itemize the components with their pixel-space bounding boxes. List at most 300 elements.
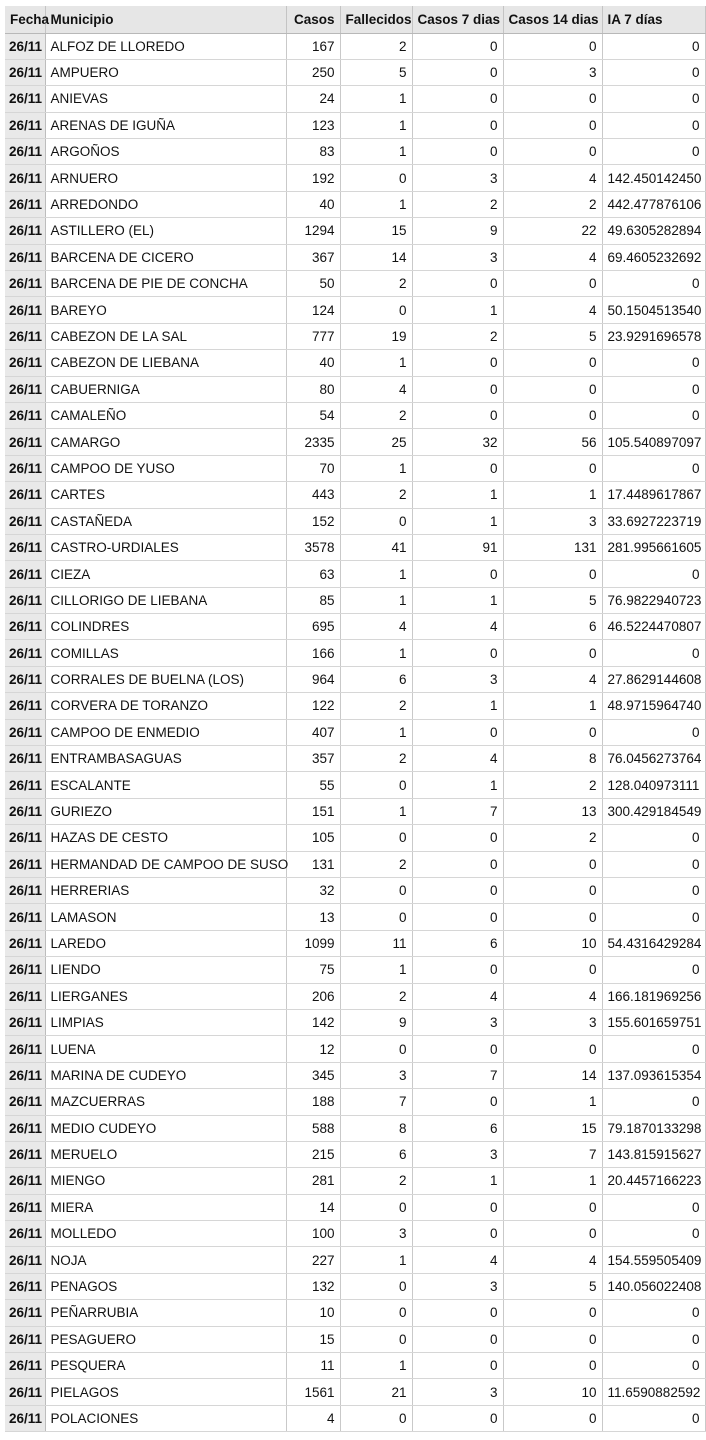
cell-fallecidos[interactable]: 1 [340, 561, 412, 587]
cell-fallecidos[interactable]: 2 [340, 693, 412, 719]
cell-casos-7-dias[interactable]: 7 [412, 1062, 503, 1088]
header-casos-7-dias[interactable]: Casos 7 dias [412, 6, 503, 33]
cell-ia-7-dias[interactable]: 0 [602, 139, 705, 165]
cell-fallecidos[interactable]: 1 [340, 1247, 412, 1273]
cell-fallecidos[interactable]: 2 [340, 746, 412, 772]
cell-casos[interactable]: 105 [286, 825, 340, 851]
cell-fallecidos[interactable]: 19 [340, 323, 412, 349]
cell-casos[interactable]: 695 [286, 614, 340, 640]
cell-fecha[interactable]: 26/11 [5, 640, 45, 666]
cell-fallecidos[interactable]: 3 [340, 1062, 412, 1088]
cell-casos[interactable]: 964 [286, 666, 340, 692]
cell-casos-7-dias[interactable]: 0 [412, 957, 503, 983]
cell-fecha[interactable]: 26/11 [5, 1009, 45, 1035]
cell-fallecidos[interactable]: 6 [340, 666, 412, 692]
cell-ia-7-dias[interactable]: 166.181969256 [602, 983, 705, 1009]
cell-municipio[interactable]: COMILLAS [45, 640, 286, 666]
cell-municipio[interactable]: LAREDO [45, 930, 286, 956]
cell-ia-7-dias[interactable]: 281.995661605 [602, 534, 705, 560]
cell-fecha[interactable]: 26/11 [5, 1405, 45, 1431]
cell-fecha[interactable]: 26/11 [5, 350, 45, 376]
cell-casos-7-dias[interactable]: 0 [412, 271, 503, 297]
cell-casos-14-dias[interactable]: 4 [503, 244, 602, 270]
cell-ia-7-dias[interactable]: 0 [602, 455, 705, 481]
cell-ia-7-dias[interactable]: 143.815915627 [602, 1141, 705, 1167]
cell-fallecidos[interactable]: 1 [340, 719, 412, 745]
cell-casos-14-dias[interactable]: 2 [503, 772, 602, 798]
cell-casos-14-dias[interactable]: 0 [503, 1353, 602, 1379]
cell-casos-7-dias[interactable]: 0 [412, 878, 503, 904]
cell-municipio[interactable]: CASTRO-URDIALES [45, 534, 286, 560]
cell-municipio[interactable]: HAZAS DE CESTO [45, 825, 286, 851]
cell-fallecidos[interactable]: 0 [340, 904, 412, 930]
cell-ia-7-dias[interactable]: 0 [602, 86, 705, 112]
cell-fecha[interactable]: 26/11 [5, 851, 45, 877]
cell-municipio[interactable]: ALFOZ DE LLOREDO [45, 33, 286, 59]
cell-fallecidos[interactable]: 6 [340, 1141, 412, 1167]
cell-fecha[interactable]: 26/11 [5, 1115, 45, 1141]
cell-ia-7-dias[interactable]: 154.559505409 [602, 1247, 705, 1273]
cell-casos[interactable]: 2335 [286, 429, 340, 455]
cell-fecha[interactable]: 26/11 [5, 429, 45, 455]
cell-municipio[interactable]: LIMPIAS [45, 1009, 286, 1035]
header-casos[interactable]: Casos [286, 6, 340, 33]
cell-casos[interactable]: 3578 [286, 534, 340, 560]
cell-casos[interactable]: 215 [286, 1141, 340, 1167]
cell-fecha[interactable]: 26/11 [5, 112, 45, 138]
cell-casos[interactable]: 83 [286, 139, 340, 165]
cell-fallecidos[interactable]: 1 [340, 640, 412, 666]
cell-ia-7-dias[interactable]: 0 [602, 271, 705, 297]
cell-casos[interactable]: 152 [286, 508, 340, 534]
cell-ia-7-dias[interactable]: 48.9715964740 [602, 693, 705, 719]
cell-ia-7-dias[interactable]: 23.9291696578 [602, 323, 705, 349]
cell-ia-7-dias[interactable]: 137.093615354 [602, 1062, 705, 1088]
cell-casos-7-dias[interactable]: 0 [412, 1353, 503, 1379]
cell-ia-7-dias[interactable]: 79.1870133298 [602, 1115, 705, 1141]
cell-municipio[interactable]: BAREYO [45, 297, 286, 323]
cell-casos-7-dias[interactable]: 3 [412, 244, 503, 270]
cell-ia-7-dias[interactable]: 69.4605232692 [602, 244, 705, 270]
cell-casos[interactable]: 166 [286, 640, 340, 666]
cell-municipio[interactable]: ARGOÑOS [45, 139, 286, 165]
cell-casos[interactable]: 250 [286, 59, 340, 85]
cell-fecha[interactable]: 26/11 [5, 1326, 45, 1352]
cell-municipio[interactable]: CAMALEÑO [45, 402, 286, 428]
cell-casos[interactable]: 14 [286, 1194, 340, 1220]
cell-casos-7-dias[interactable]: 0 [412, 561, 503, 587]
cell-ia-7-dias[interactable]: 128.040973111 [602, 772, 705, 798]
cell-casos-7-dias[interactable]: 1 [412, 772, 503, 798]
cell-casos-14-dias[interactable]: 15 [503, 1115, 602, 1141]
cell-casos[interactable]: 188 [286, 1089, 340, 1115]
cell-casos-14-dias[interactable]: 0 [503, 33, 602, 59]
cell-fallecidos[interactable]: 0 [340, 1194, 412, 1220]
cell-casos-14-dias[interactable]: 4 [503, 1247, 602, 1273]
cell-casos-14-dias[interactable]: 6 [503, 614, 602, 640]
cell-fecha[interactable]: 26/11 [5, 534, 45, 560]
cell-municipio[interactable]: ENTRAMBASAGUAS [45, 746, 286, 772]
cell-municipio[interactable]: HERRERIAS [45, 878, 286, 904]
cell-fallecidos[interactable]: 0 [340, 508, 412, 534]
cell-fecha[interactable]: 26/11 [5, 165, 45, 191]
cell-casos-14-dias[interactable]: 7 [503, 1141, 602, 1167]
cell-ia-7-dias[interactable]: 0 [602, 376, 705, 402]
cell-municipio[interactable]: CORRALES DE BUELNA (LOS) [45, 666, 286, 692]
cell-casos-14-dias[interactable]: 3 [503, 508, 602, 534]
cell-casos[interactable]: 777 [286, 323, 340, 349]
cell-casos-14-dias[interactable]: 22 [503, 218, 602, 244]
cell-casos-7-dias[interactable]: 0 [412, 455, 503, 481]
cell-casos-7-dias[interactable]: 0 [412, 1300, 503, 1326]
cell-municipio[interactable]: MARINA DE CUDEYO [45, 1062, 286, 1088]
cell-casos-7-dias[interactable]: 6 [412, 930, 503, 956]
cell-fecha[interactable]: 26/11 [5, 1194, 45, 1220]
cell-casos-7-dias[interactable]: 6 [412, 1115, 503, 1141]
cell-casos[interactable]: 15 [286, 1326, 340, 1352]
cell-casos-14-dias[interactable]: 0 [503, 1405, 602, 1431]
cell-ia-7-dias[interactable]: 17.4489617867 [602, 482, 705, 508]
cell-fallecidos[interactable]: 2 [340, 402, 412, 428]
cell-ia-7-dias[interactable]: 0 [602, 112, 705, 138]
cell-casos[interactable]: 10 [286, 1300, 340, 1326]
cell-fecha[interactable]: 26/11 [5, 86, 45, 112]
cell-casos-14-dias[interactable]: 0 [503, 376, 602, 402]
cell-casos-7-dias[interactable]: 1 [412, 693, 503, 719]
cell-fallecidos[interactable]: 15 [340, 218, 412, 244]
cell-ia-7-dias[interactable]: 0 [602, 1089, 705, 1115]
cell-fallecidos[interactable]: 4 [340, 376, 412, 402]
cell-municipio[interactable]: GURIEZO [45, 798, 286, 824]
cell-casos-14-dias[interactable]: 13 [503, 798, 602, 824]
cell-casos-14-dias[interactable]: 2 [503, 825, 602, 851]
cell-ia-7-dias[interactable]: 0 [602, 1326, 705, 1352]
cell-casos-14-dias[interactable]: 0 [503, 402, 602, 428]
cell-fecha[interactable]: 26/11 [5, 693, 45, 719]
cell-fecha[interactable]: 26/11 [5, 561, 45, 587]
cell-fallecidos[interactable]: 0 [340, 1273, 412, 1299]
cell-ia-7-dias[interactable]: 76.0456273764 [602, 746, 705, 772]
cell-ia-7-dias[interactable]: 155.601659751 [602, 1009, 705, 1035]
cell-casos[interactable]: 357 [286, 746, 340, 772]
cell-municipio[interactable]: HERMANDAD DE CAMPOO DE SUSO [45, 851, 286, 877]
header-fallecidos[interactable]: Fallecidos [340, 6, 412, 33]
cell-casos-7-dias[interactable]: 0 [412, 719, 503, 745]
cell-municipio[interactable]: BARCENA DE PIE DE CONCHA [45, 271, 286, 297]
cell-casos-14-dias[interactable]: 5 [503, 323, 602, 349]
cell-casos[interactable]: 54 [286, 402, 340, 428]
cell-casos-14-dias[interactable]: 0 [503, 350, 602, 376]
cell-municipio[interactable]: PENAGOS [45, 1273, 286, 1299]
cell-fallecidos[interactable]: 1 [340, 587, 412, 613]
cell-municipio[interactable]: POLACIONES [45, 1405, 286, 1431]
cell-municipio[interactable]: MIENGO [45, 1168, 286, 1194]
cell-fallecidos[interactable]: 1 [340, 139, 412, 165]
cell-municipio[interactable]: ARNUERO [45, 165, 286, 191]
cell-fallecidos[interactable]: 2 [340, 851, 412, 877]
cell-casos-14-dias[interactable]: 4 [503, 165, 602, 191]
cell-casos-7-dias[interactable]: 1 [412, 508, 503, 534]
cell-fallecidos[interactable]: 7 [340, 1089, 412, 1115]
cell-ia-7-dias[interactable]: 50.1504513540 [602, 297, 705, 323]
cell-fecha[interactable]: 26/11 [5, 1168, 45, 1194]
cell-casos-14-dias[interactable]: 0 [503, 271, 602, 297]
cell-fallecidos[interactable]: 0 [340, 1326, 412, 1352]
cell-casos-14-dias[interactable]: 0 [503, 455, 602, 481]
cell-ia-7-dias[interactable]: 0 [602, 1221, 705, 1247]
cell-municipio[interactable]: AMPUERO [45, 59, 286, 85]
cell-fallecidos[interactable]: 1 [340, 86, 412, 112]
cell-fallecidos[interactable]: 14 [340, 244, 412, 270]
cell-fallecidos[interactable]: 2 [340, 482, 412, 508]
cell-casos-7-dias[interactable]: 0 [412, 112, 503, 138]
cell-ia-7-dias[interactable]: 0 [602, 1405, 705, 1431]
cell-casos[interactable]: 1561 [286, 1379, 340, 1405]
cell-ia-7-dias[interactable]: 76.9822940723 [602, 587, 705, 613]
cell-casos-14-dias[interactable]: 0 [503, 640, 602, 666]
cell-fallecidos[interactable]: 2 [340, 33, 412, 59]
cell-municipio[interactable]: MAZCUERRAS [45, 1089, 286, 1115]
cell-fallecidos[interactable]: 0 [340, 825, 412, 851]
cell-fecha[interactable]: 26/11 [5, 218, 45, 244]
cell-ia-7-dias[interactable]: 140.056022408 [602, 1273, 705, 1299]
cell-casos[interactable]: 142 [286, 1009, 340, 1035]
cell-municipio[interactable]: LIENDO [45, 957, 286, 983]
cell-casos-7-dias[interactable]: 0 [412, 825, 503, 851]
cell-casos[interactable]: 167 [286, 33, 340, 59]
cell-ia-7-dias[interactable]: 0 [602, 957, 705, 983]
cell-casos[interactable]: 206 [286, 983, 340, 1009]
cell-casos-14-dias[interactable]: 1 [503, 1089, 602, 1115]
cell-municipio[interactable]: ASTILLERO (EL) [45, 218, 286, 244]
cell-fecha[interactable]: 26/11 [5, 508, 45, 534]
cell-casos-7-dias[interactable]: 4 [412, 746, 503, 772]
cell-casos-14-dias[interactable]: 0 [503, 1194, 602, 1220]
cell-fecha[interactable]: 26/11 [5, 772, 45, 798]
cell-casos[interactable]: 40 [286, 191, 340, 217]
cell-ia-7-dias[interactable]: 0 [602, 640, 705, 666]
cell-fecha[interactable]: 26/11 [5, 33, 45, 59]
cell-casos[interactable]: 588 [286, 1115, 340, 1141]
cell-fecha[interactable]: 26/11 [5, 825, 45, 851]
cell-fallecidos[interactable]: 3 [340, 1221, 412, 1247]
cell-fecha[interactable]: 26/11 [5, 244, 45, 270]
cell-casos-14-dias[interactable]: 3 [503, 1009, 602, 1035]
cell-ia-7-dias[interactable]: 0 [602, 1353, 705, 1379]
cell-casos[interactable]: 70 [286, 455, 340, 481]
cell-casos-7-dias[interactable]: 4 [412, 614, 503, 640]
cell-ia-7-dias[interactable]: 0 [602, 851, 705, 877]
cell-casos[interactable]: 367 [286, 244, 340, 270]
cell-casos[interactable]: 132 [286, 1273, 340, 1299]
cell-casos-14-dias[interactable]: 0 [503, 1221, 602, 1247]
cell-ia-7-dias[interactable]: 0 [602, 59, 705, 85]
cell-casos-14-dias[interactable]: 0 [503, 1036, 602, 1062]
cell-casos-14-dias[interactable]: 2 [503, 191, 602, 217]
cell-casos-7-dias[interactable]: 0 [412, 1089, 503, 1115]
cell-casos-14-dias[interactable]: 56 [503, 429, 602, 455]
cell-fecha[interactable]: 26/11 [5, 614, 45, 640]
cell-fecha[interactable]: 26/11 [5, 1300, 45, 1326]
cell-ia-7-dias[interactable]: 0 [602, 402, 705, 428]
cell-municipio[interactable]: MEDIO CUDEYO [45, 1115, 286, 1141]
cell-casos[interactable]: 100 [286, 1221, 340, 1247]
cell-municipio[interactable]: CARTES [45, 482, 286, 508]
cell-casos-14-dias[interactable]: 0 [503, 86, 602, 112]
cell-casos-14-dias[interactable]: 0 [503, 904, 602, 930]
cell-fecha[interactable]: 26/11 [5, 455, 45, 481]
cell-fecha[interactable]: 26/11 [5, 930, 45, 956]
cell-municipio[interactable]: CORVERA DE TORANZO [45, 693, 286, 719]
cell-casos-14-dias[interactable]: 8 [503, 746, 602, 772]
cell-ia-7-dias[interactable]: 27.8629144608 [602, 666, 705, 692]
cell-fecha[interactable]: 26/11 [5, 666, 45, 692]
cell-municipio[interactable]: CABEZON DE LA SAL [45, 323, 286, 349]
cell-fallecidos[interactable]: 4 [340, 614, 412, 640]
cell-casos[interactable]: 1294 [286, 218, 340, 244]
cell-casos-14-dias[interactable]: 14 [503, 1062, 602, 1088]
cell-casos-14-dias[interactable]: 0 [503, 851, 602, 877]
cell-casos-14-dias[interactable]: 10 [503, 930, 602, 956]
cell-municipio[interactable]: COLINDRES [45, 614, 286, 640]
cell-fallecidos[interactable]: 11 [340, 930, 412, 956]
cell-casos-14-dias[interactable]: 0 [503, 112, 602, 138]
cell-fecha[interactable]: 26/11 [5, 323, 45, 349]
cell-casos[interactable]: 4 [286, 1405, 340, 1431]
header-casos-14-dias[interactable]: Casos 14 dias [503, 6, 602, 33]
cell-fallecidos[interactable]: 1 [340, 455, 412, 481]
cell-casos-14-dias[interactable]: 0 [503, 719, 602, 745]
cell-municipio[interactable]: CAMPOO DE YUSO [45, 455, 286, 481]
cell-fecha[interactable]: 26/11 [5, 297, 45, 323]
cell-municipio[interactable]: CIEZA [45, 561, 286, 587]
cell-municipio[interactable]: LIERGANES [45, 983, 286, 1009]
cell-casos-14-dias[interactable]: 0 [503, 878, 602, 904]
cell-casos-14-dias[interactable]: 131 [503, 534, 602, 560]
cell-fecha[interactable]: 26/11 [5, 1141, 45, 1167]
cell-ia-7-dias[interactable]: 0 [602, 1036, 705, 1062]
cell-fallecidos[interactable]: 2 [340, 983, 412, 1009]
cell-casos-7-dias[interactable]: 0 [412, 640, 503, 666]
cell-casos-7-dias[interactable]: 0 [412, 33, 503, 59]
cell-casos-7-dias[interactable]: 0 [412, 1326, 503, 1352]
cell-casos-7-dias[interactable]: 3 [412, 165, 503, 191]
cell-fecha[interactable]: 26/11 [5, 1273, 45, 1299]
cell-casos-7-dias[interactable]: 0 [412, 402, 503, 428]
cell-casos[interactable]: 1099 [286, 930, 340, 956]
cell-casos[interactable]: 281 [286, 1168, 340, 1194]
cell-casos[interactable]: 40 [286, 350, 340, 376]
cell-casos-7-dias[interactable]: 4 [412, 983, 503, 1009]
cell-ia-7-dias[interactable]: 11.6590882592 [602, 1379, 705, 1405]
cell-casos[interactable]: 443 [286, 482, 340, 508]
cell-casos-7-dias[interactable]: 0 [412, 59, 503, 85]
cell-fallecidos[interactable]: 8 [340, 1115, 412, 1141]
cell-municipio[interactable]: PIELAGOS [45, 1379, 286, 1405]
cell-casos[interactable]: 24 [286, 86, 340, 112]
cell-fecha[interactable]: 26/11 [5, 376, 45, 402]
cell-casos-14-dias[interactable]: 1 [503, 482, 602, 508]
cell-ia-7-dias[interactable]: 46.5224470807 [602, 614, 705, 640]
cell-casos-7-dias[interactable]: 0 [412, 376, 503, 402]
cell-casos[interactable]: 75 [286, 957, 340, 983]
cell-casos[interactable]: 80 [286, 376, 340, 402]
cell-casos-7-dias[interactable]: 3 [412, 1379, 503, 1405]
cell-ia-7-dias[interactable]: 0 [602, 350, 705, 376]
cell-casos-7-dias[interactable]: 4 [412, 1247, 503, 1273]
cell-casos-7-dias[interactable]: 3 [412, 666, 503, 692]
cell-casos[interactable]: 11 [286, 1353, 340, 1379]
cell-casos-7-dias[interactable]: 0 [412, 904, 503, 930]
cell-casos[interactable]: 124 [286, 297, 340, 323]
cell-casos-7-dias[interactable]: 7 [412, 798, 503, 824]
cell-casos[interactable]: 345 [286, 1062, 340, 1088]
cell-casos-7-dias[interactable]: 91 [412, 534, 503, 560]
cell-casos[interactable]: 13 [286, 904, 340, 930]
cell-fecha[interactable]: 26/11 [5, 271, 45, 297]
cell-fecha[interactable]: 26/11 [5, 904, 45, 930]
cell-municipio[interactable]: MERUELO [45, 1141, 286, 1167]
cell-fecha[interactable]: 26/11 [5, 1379, 45, 1405]
cell-casos[interactable]: 12 [286, 1036, 340, 1062]
cell-fecha[interactable]: 26/11 [5, 59, 45, 85]
cell-municipio[interactable]: CASTAÑEDA [45, 508, 286, 534]
cell-ia-7-dias[interactable]: 0 [602, 1300, 705, 1326]
cell-municipio[interactable]: BARCENA DE CICERO [45, 244, 286, 270]
cell-fallecidos[interactable]: 9 [340, 1009, 412, 1035]
cell-casos-14-dias[interactable]: 4 [503, 666, 602, 692]
cell-ia-7-dias[interactable]: 0 [602, 825, 705, 851]
cell-casos-7-dias[interactable]: 0 [412, 1405, 503, 1431]
cell-fecha[interactable]: 26/11 [5, 191, 45, 217]
cell-casos-7-dias[interactable]: 1 [412, 297, 503, 323]
cell-fallecidos[interactable]: 2 [340, 271, 412, 297]
cell-ia-7-dias[interactable]: 0 [602, 719, 705, 745]
cell-fecha[interactable]: 26/11 [5, 1247, 45, 1273]
header-ia-7-dias[interactable]: IA 7 días [602, 6, 705, 33]
cell-casos-14-dias[interactable]: 3 [503, 59, 602, 85]
cell-fecha[interactable]: 26/11 [5, 798, 45, 824]
cell-casos-7-dias[interactable]: 0 [412, 86, 503, 112]
cell-fallecidos[interactable]: 0 [340, 1405, 412, 1431]
cell-casos[interactable]: 50 [286, 271, 340, 297]
cell-fecha[interactable]: 26/11 [5, 983, 45, 1009]
cell-fecha[interactable]: 26/11 [5, 957, 45, 983]
cell-casos[interactable]: 407 [286, 719, 340, 745]
cell-fallecidos[interactable]: 0 [340, 772, 412, 798]
cell-municipio[interactable]: CABEZON DE LIEBANA [45, 350, 286, 376]
cell-ia-7-dias[interactable]: 105.540897097 [602, 429, 705, 455]
cell-fecha[interactable]: 26/11 [5, 1036, 45, 1062]
cell-casos-14-dias[interactable]: 0 [503, 957, 602, 983]
cell-casos-7-dias[interactable]: 1 [412, 1168, 503, 1194]
cell-casos[interactable]: 192 [286, 165, 340, 191]
cell-casos-14-dias[interactable]: 1 [503, 1168, 602, 1194]
cell-fallecidos[interactable]: 0 [340, 297, 412, 323]
cell-ia-7-dias[interactable]: 442.477876106 [602, 191, 705, 217]
cell-fecha[interactable]: 26/11 [5, 587, 45, 613]
cell-casos-7-dias[interactable]: 2 [412, 191, 503, 217]
cell-municipio[interactable]: MOLLEDO [45, 1221, 286, 1247]
cell-fallecidos[interactable]: 1 [340, 350, 412, 376]
cell-fallecidos[interactable]: 1 [340, 112, 412, 138]
cell-municipio[interactable]: CABUERNIGA [45, 376, 286, 402]
cell-fallecidos[interactable]: 0 [340, 1036, 412, 1062]
cell-casos-7-dias[interactable]: 3 [412, 1141, 503, 1167]
cell-municipio[interactable]: ESCALANTE [45, 772, 286, 798]
cell-municipio[interactable]: CAMARGO [45, 429, 286, 455]
cell-municipio[interactable]: ARENAS DE IGUÑA [45, 112, 286, 138]
